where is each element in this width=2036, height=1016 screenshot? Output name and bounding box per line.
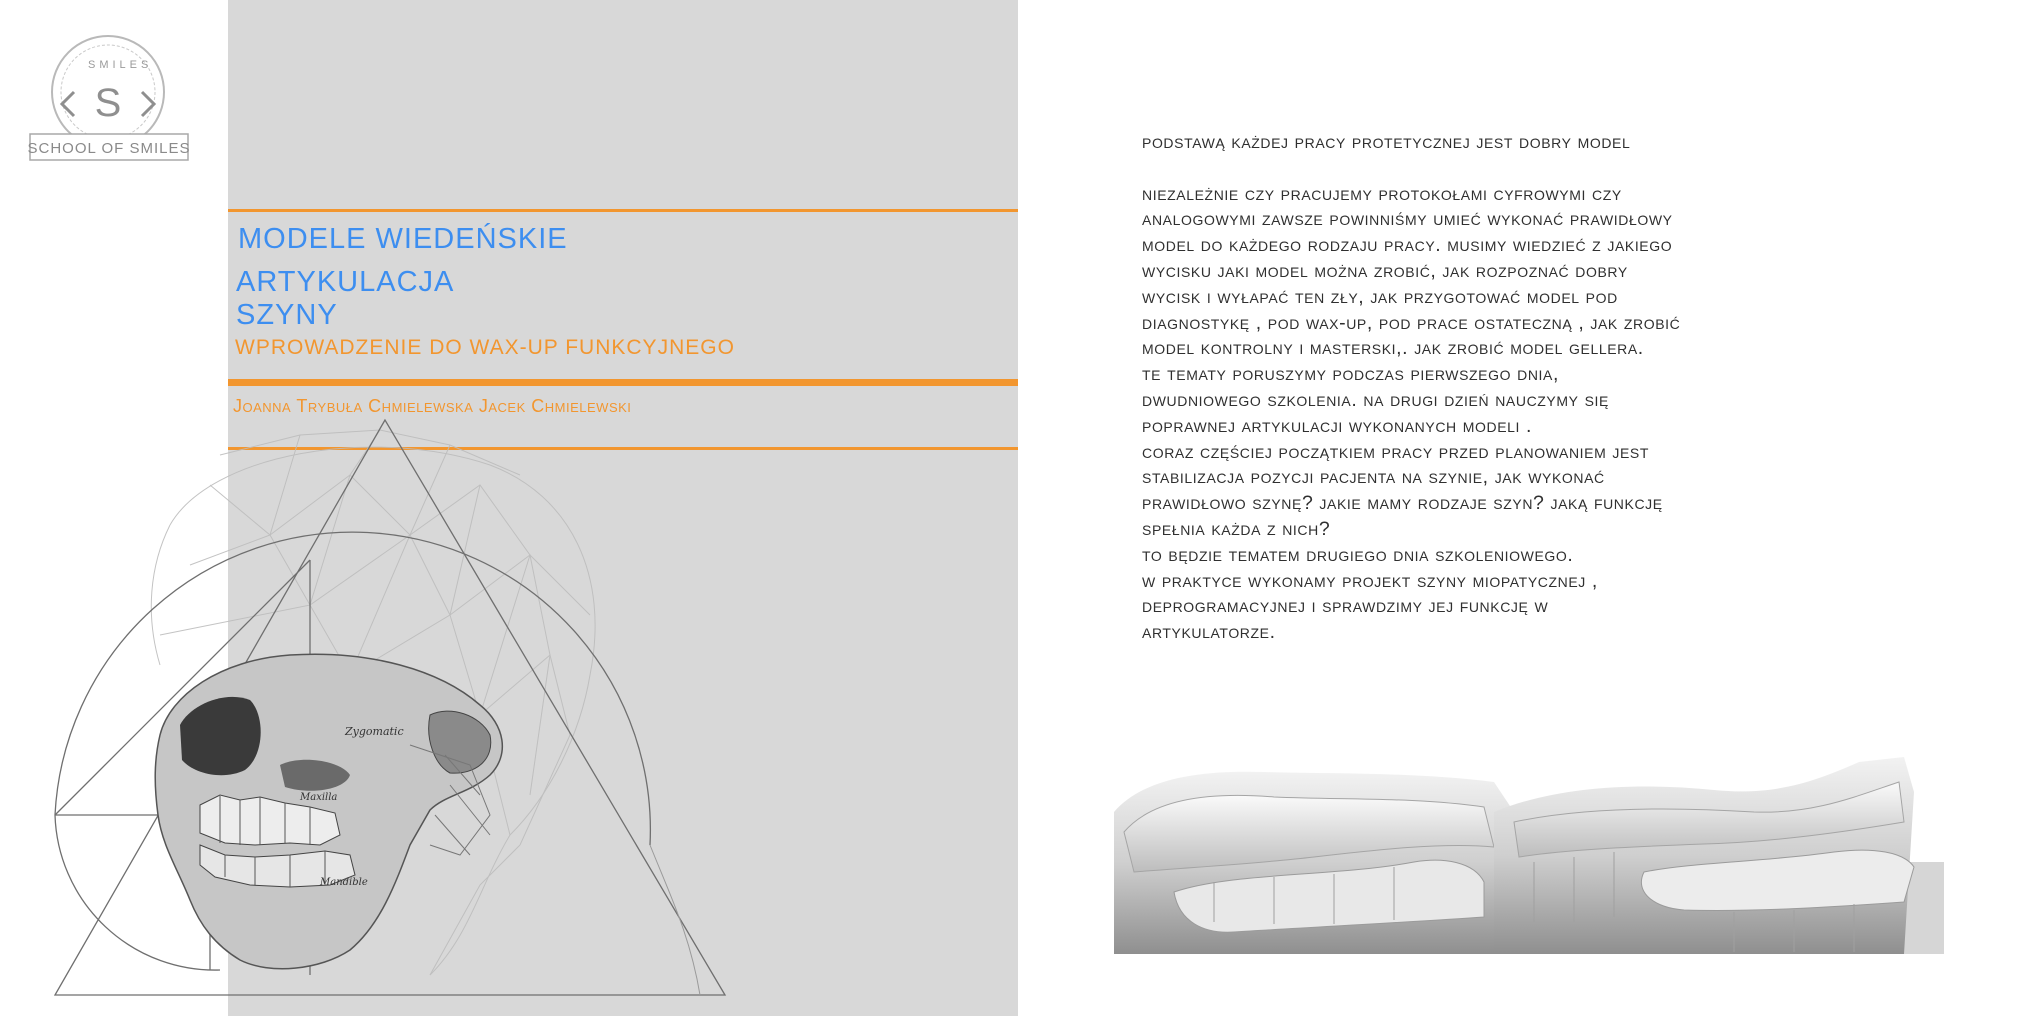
description-line: wycisku jaki model można zrobić, jak rozpoznać dobry bbox=[1142, 259, 1628, 282]
description-line: stabilizacja pozycji pacjenta na szynie, jak wykonać bbox=[1142, 466, 1605, 489]
illustration-label-maxilla: Maxilla bbox=[300, 792, 338, 803]
description-line: model kontrolny i masterski,. jak zrobić model gellera. bbox=[1142, 337, 1644, 360]
description-line: dwudniowego szkolenia. na drugi dzień nauczymy się bbox=[1142, 388, 1609, 411]
cover-authors: Joanna Trybuła Chmielewska Jacek Chmielewski bbox=[233, 396, 632, 416]
description-heading: podstawą każdej pracy protetycznej jest dobry model bbox=[1142, 131, 1631, 153]
description-line: prawidłowo szynę? jakie mamy rodzaje szyn? jaką funkcję bbox=[1142, 492, 1663, 515]
description-line: diagnostykę , pod wax-up, pod prace ostateczną , jak zrobić bbox=[1142, 311, 1681, 334]
logo-brand: SMILES bbox=[88, 59, 153, 71]
description-line: niezależnie czy pracujemy protokołami cyfrowymi czy bbox=[1142, 182, 1622, 205]
description-line: deprogramacyjnej i sprawdzimy jej funkcję w bbox=[1142, 595, 1549, 618]
cover-title-2: ARTYKULACJA bbox=[236, 266, 455, 298]
dental-splint-photo bbox=[1114, 752, 1944, 954]
description-line: model do każdego rodzaju pracy. musimy wiedzieć z jakiego bbox=[1142, 234, 1673, 257]
orange-rule-middle bbox=[228, 379, 1018, 386]
description-line: coraz częściej początkiem pracy przed planowaniem jest bbox=[1142, 440, 1649, 463]
cover-subtitle: WPROWADZENIE DO WAX-UP FUNKCYJNEGO bbox=[235, 336, 735, 359]
description-line: to będzie tematem drugiego dnia szkoleniowego. bbox=[1142, 543, 1574, 566]
description-line: te tematy poruszymy podczas pierwszego dnia, bbox=[1142, 363, 1559, 386]
description-line: w praktyce wykonamy projekt szyny miopatycznej , bbox=[1142, 569, 1598, 592]
cover-title-3: SZYNY bbox=[236, 299, 338, 331]
description-text bbox=[1142, 130, 1962, 646]
illustration-label-zygomatic: Zygomatic bbox=[345, 725, 404, 738]
description-line: analogowymi zawsze powinniśmy umieć wykonać prawidłowy bbox=[1142, 208, 1673, 231]
description-line: wycisk i wyłapać ten zły, jak przygotować model pod bbox=[1142, 285, 1618, 308]
description-line: spełnia każda z nich? bbox=[1142, 517, 1331, 540]
orange-rule-top bbox=[228, 209, 1018, 212]
illustration-label-mandible: Mandible bbox=[320, 877, 368, 888]
logo-letter: S bbox=[94, 81, 122, 125]
description-line: poprawnej artykulacji wykonanych modeli . bbox=[1142, 414, 1533, 437]
description-line: artykulatorze. bbox=[1142, 621, 1276, 644]
logo-caption: SCHOOL OF SMILES bbox=[28, 140, 190, 157]
skull-illustration bbox=[50, 415, 740, 1005]
school-of-smiles-logo bbox=[28, 30, 190, 165]
cover-title-1: MODELE WIEDEŃSKIE bbox=[238, 223, 568, 255]
